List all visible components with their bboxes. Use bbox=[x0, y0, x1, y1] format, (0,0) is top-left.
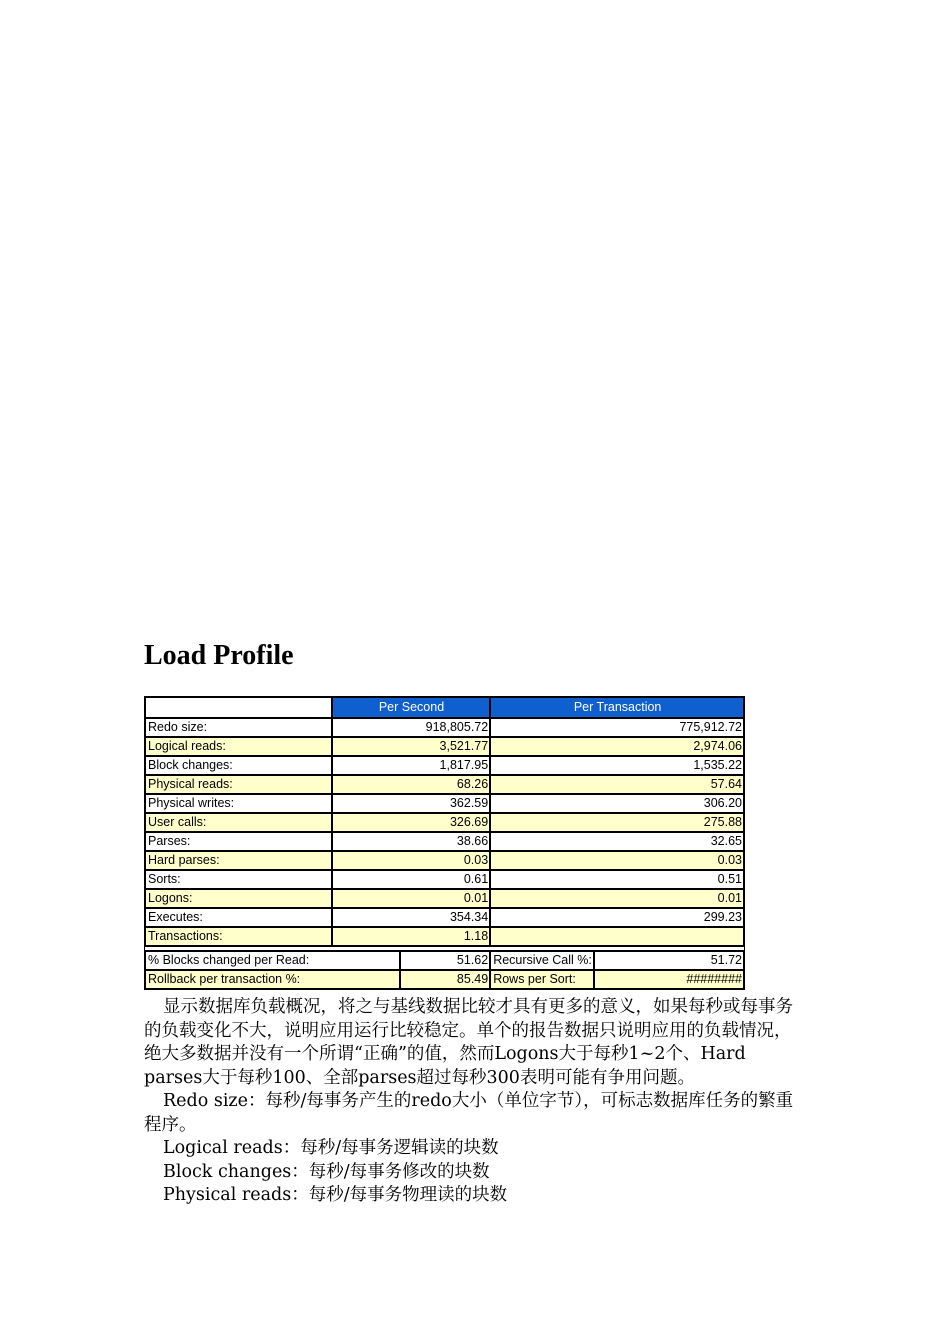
table-row bbox=[145, 908, 744, 927]
stat-value: 51.62 bbox=[400, 951, 491, 970]
stat-label: Rollback per transaction %: bbox=[145, 970, 400, 989]
per-second-value: 326.69 bbox=[332, 813, 490, 832]
per-transaction-value: 275.88 bbox=[490, 813, 744, 832]
stat-label: % Blocks changed per Read: bbox=[145, 951, 400, 970]
table-row bbox=[145, 927, 744, 946]
per-transaction-value: 2,974.06 bbox=[490, 737, 744, 756]
per-second-value: 0.61 bbox=[332, 870, 490, 889]
row-label: Parses: bbox=[145, 832, 332, 851]
table-row bbox=[145, 870, 744, 889]
row-label: Physical reads: bbox=[145, 775, 332, 794]
header-per-second: Per Second bbox=[332, 697, 490, 718]
row-label: Sorts: bbox=[145, 870, 332, 889]
row-label: Logons: bbox=[145, 889, 332, 908]
table-row bbox=[145, 756, 744, 775]
row-label: User calls: bbox=[145, 813, 332, 832]
table-row bbox=[145, 813, 744, 832]
table-row bbox=[145, 794, 744, 813]
row-label: Transactions: bbox=[145, 927, 332, 946]
stat-value: 51.72 bbox=[594, 951, 744, 970]
table-row bbox=[145, 889, 744, 908]
row-label: Executes: bbox=[145, 908, 332, 927]
row-label: Physical writes: bbox=[145, 794, 332, 813]
stat-value: ######## bbox=[594, 970, 744, 989]
per-transaction-value: 32.65 bbox=[490, 832, 744, 851]
row-label: Hard parses: bbox=[145, 851, 332, 870]
page-title: Load Profile bbox=[144, 640, 294, 671]
per-second-value: 362.59 bbox=[332, 794, 490, 813]
per-second-value: 918,805.72 bbox=[332, 718, 490, 737]
header-per-transaction: Per Transaction bbox=[490, 697, 744, 718]
per-transaction-value: 306.20 bbox=[490, 794, 744, 813]
per-transaction-value: 0.01 bbox=[490, 889, 744, 908]
stat-value: 85.49 bbox=[400, 970, 491, 989]
per-transaction-value: 775,912.72 bbox=[490, 718, 744, 737]
row-label: Block changes: bbox=[145, 756, 332, 775]
per-second-value: 68.26 bbox=[332, 775, 490, 794]
per-transaction-value: 1,535.22 bbox=[490, 756, 744, 775]
per-second-value: 1,817.95 bbox=[332, 756, 490, 775]
per-transaction-value: 299.23 bbox=[490, 908, 744, 927]
table-row bbox=[145, 737, 744, 756]
table-header-row bbox=[145, 697, 744, 718]
paragraph: Redo size：每秒/每事务产生的redo大小（单位字节），可标志数据库任务的繁重程序。 bbox=[144, 1091, 794, 1135]
row-label: Logical reads: bbox=[145, 737, 332, 756]
stat-label: Rows per Sort: bbox=[490, 970, 594, 989]
table-row bbox=[145, 775, 744, 794]
per-second-value: 0.01 bbox=[332, 889, 490, 908]
per-transaction-value bbox=[490, 927, 744, 946]
paragraph: Logical reads：每秒/每事务逻辑读的块数 bbox=[163, 1138, 499, 1158]
per-second-value: 1.18 bbox=[332, 927, 490, 946]
table-row bbox=[145, 832, 744, 851]
description-text bbox=[144, 996, 806, 1208]
paragraph: 显示数据库负载概况，将之与基线数据比较才具有更多的意义，如果每秒或每事务的负载变化不大，说明应用运行比较稳定。单个的报告数据只说明应用的负载情况，绝大多数据并没有一个所谓“正确”的值，然而Logons大于每秒1~2个、Hard parses大于每秒100、全部parses超过每秒300表明可能有争用问题。 bbox=[144, 997, 793, 1088]
per-transaction-value: 0.51 bbox=[490, 870, 744, 889]
per-second-value: 354.34 bbox=[332, 908, 490, 927]
header-cell-empty bbox=[145, 697, 332, 718]
paragraph: Physical reads：每秒/每事务物理读的块数 bbox=[163, 1185, 508, 1205]
stat-label: Recursive Call %: bbox=[490, 951, 594, 970]
per-transaction-value: 0.03 bbox=[490, 851, 744, 870]
table-row bbox=[145, 718, 744, 737]
row-label: Redo size: bbox=[145, 718, 332, 737]
per-second-value: 3,521.77 bbox=[332, 737, 490, 756]
table-row bbox=[145, 851, 744, 870]
stats-row bbox=[145, 951, 744, 970]
per-second-value: 38.66 bbox=[332, 832, 490, 851]
per-second-value: 0.03 bbox=[332, 851, 490, 870]
paragraph: Block changes：每秒/每事务修改的块数 bbox=[163, 1161, 490, 1182]
per-transaction-value: 57.64 bbox=[490, 775, 744, 794]
stats-row bbox=[145, 970, 744, 989]
load-profile-table bbox=[144, 696, 745, 990]
